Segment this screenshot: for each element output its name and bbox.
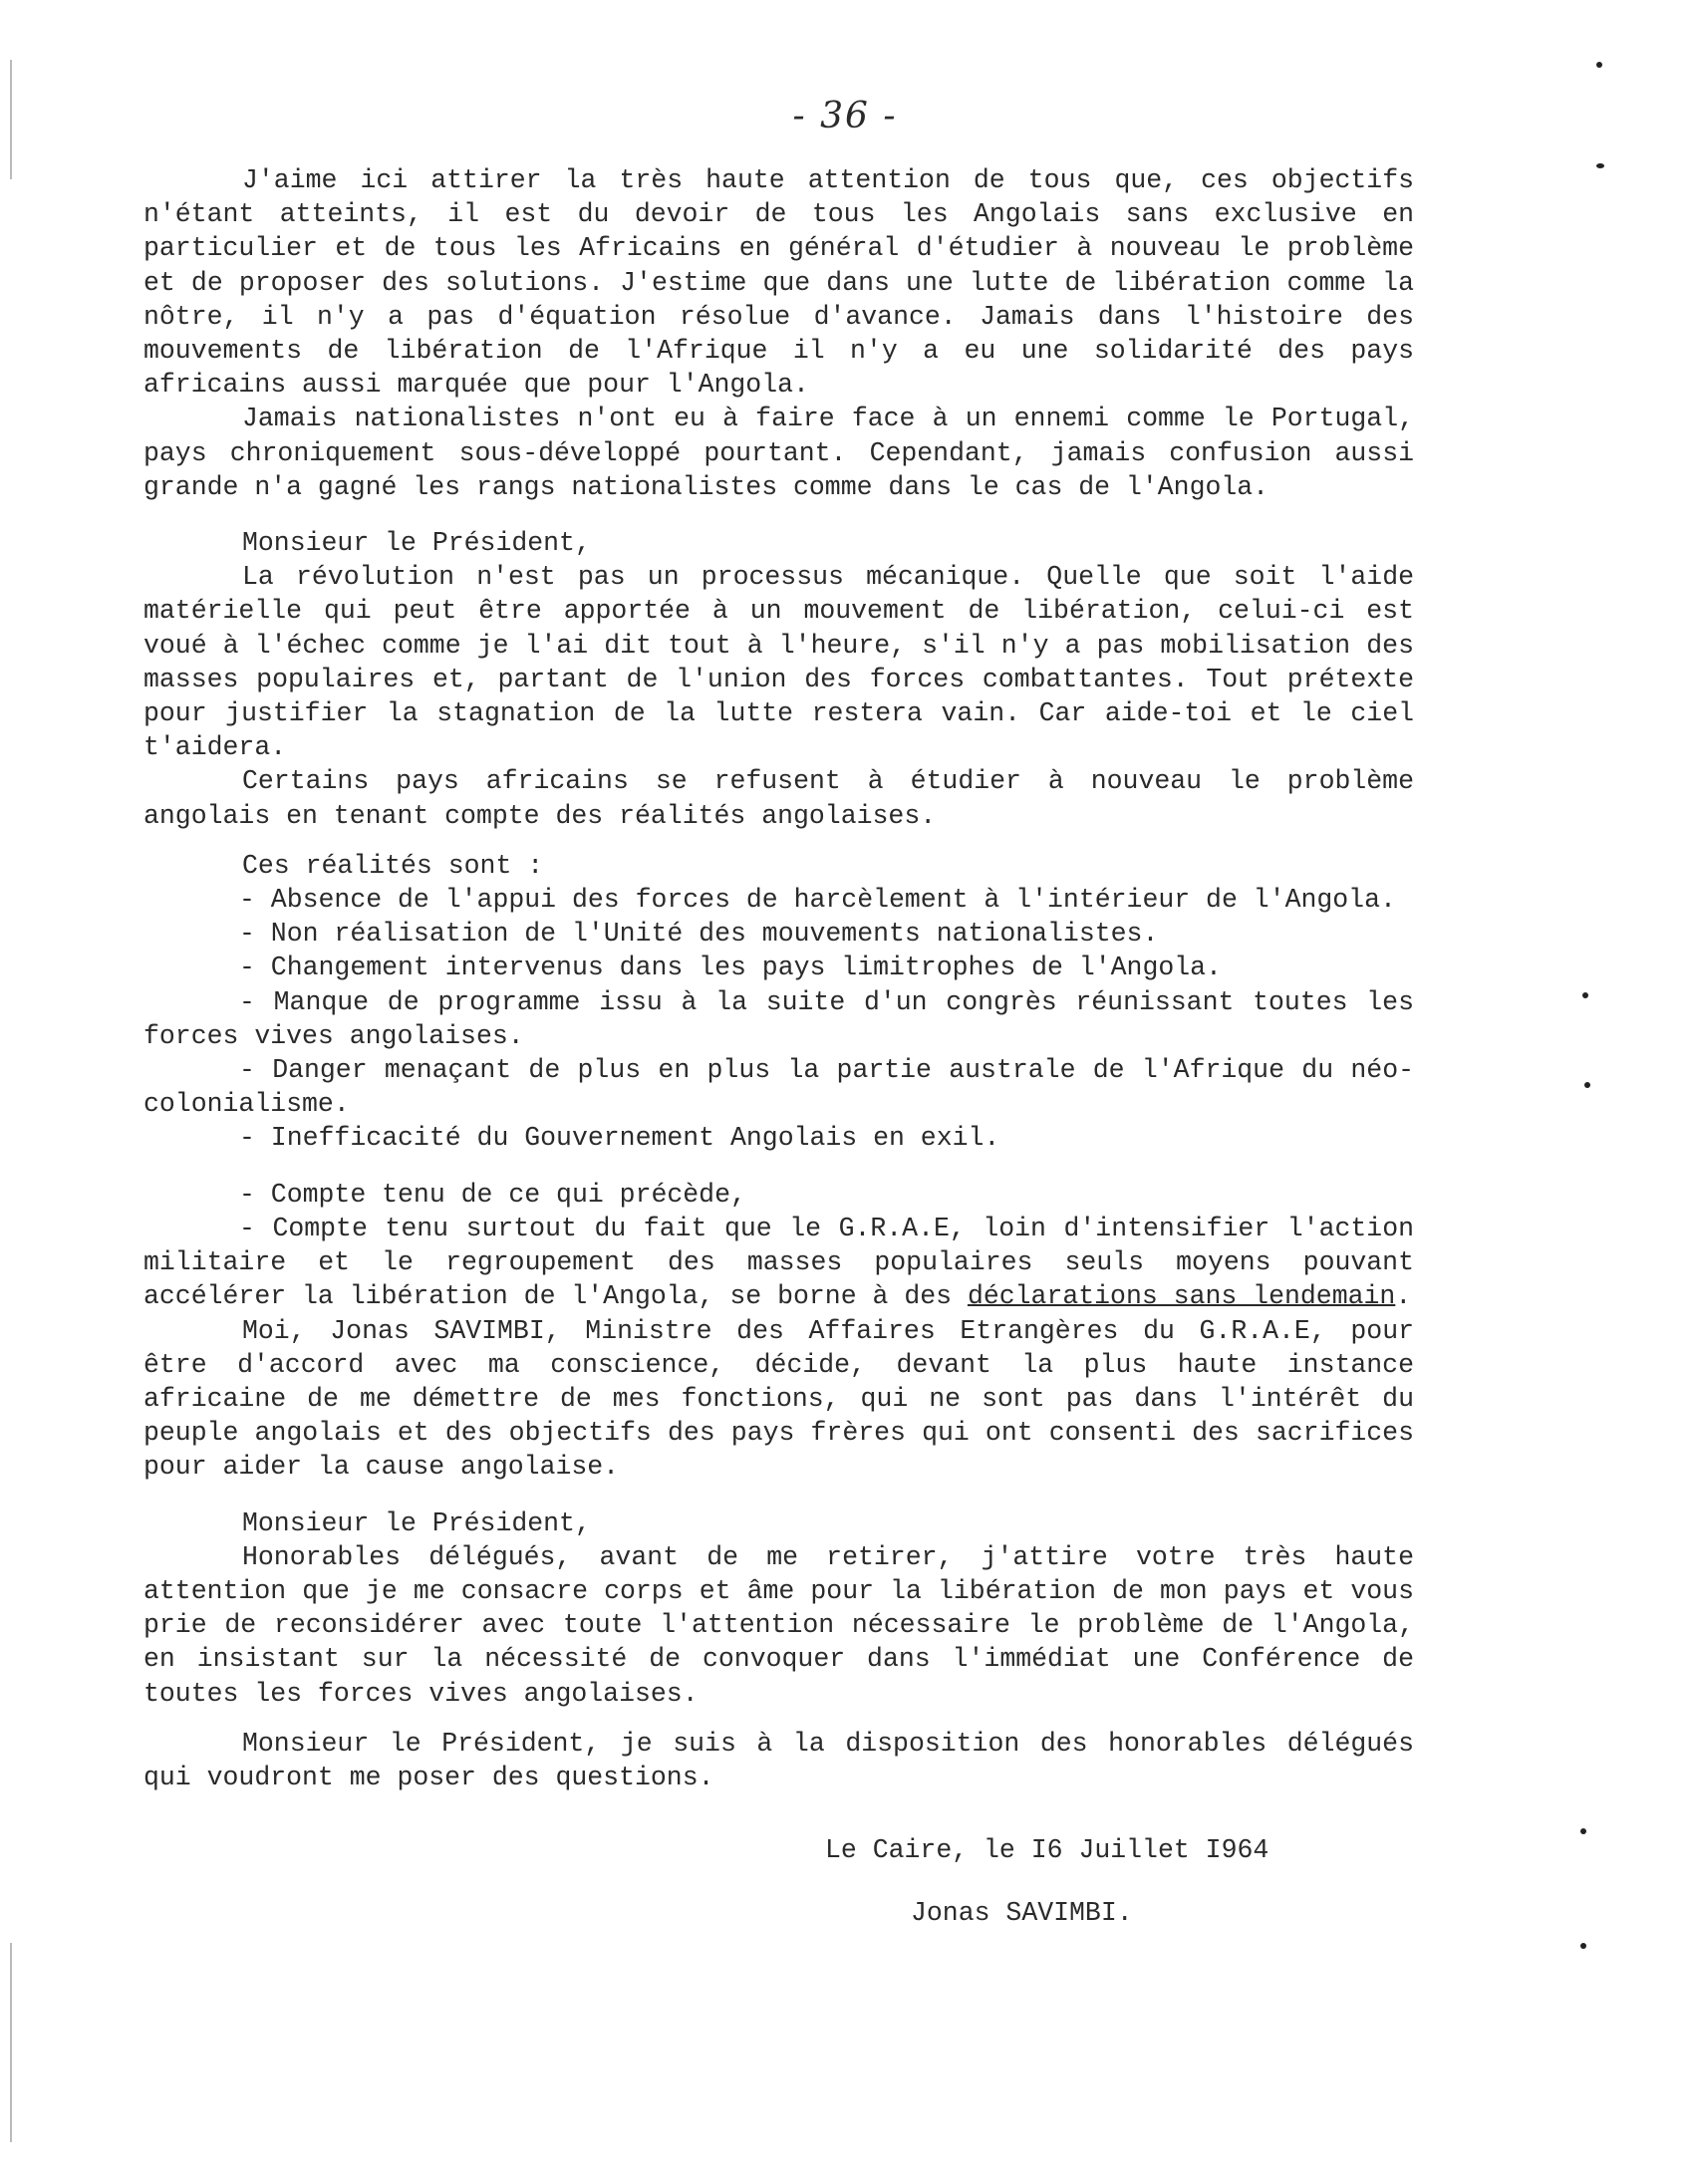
list-item: - Inefficacité du Gouvernement Angolais en exil. <box>239 1123 1000 1154</box>
scan-speck <box>1580 1828 1586 1834</box>
list-item: - Danger menaçant de plus en plus la partie australe de l'Afrique du néo-colonialisme. <box>143 1055 1414 1120</box>
consideration-2-text: - Compte tenu surtout du fait que le G.R.A.E, loin d'intensifier l'action militaire et le regroupement des masses populaires seuls moyens pouvant accélérer la libération de l'Angola, se borne à des <box>143 1213 1414 1312</box>
scan-speck <box>1582 992 1588 998</box>
scan-speck <box>1580 1943 1586 1949</box>
paragraph-delegates: Honorables délégués, avant de me retirer, j'attire votre très haute attention que je me consacre corps et âme pour la libération de mon pays et vous prie de reconsidérer avec toute l'attention nécessaire le problème de l'Angola, en insistant sur la nécessité de convoquer dans l'immédiat une Conférence de toutes les forces vives angolaises. <box>143 1541 1414 1709</box>
salutation-2: Monsieur le Président, <box>242 1507 591 1538</box>
paragraph-intro: J'aime ici attirer la très haute attention de tous que, ces objectifs n'étant atteints, il est du devoir de tous les Angolais sans exclusive en particulier et de tous les Africains en général d'étudier à nouveau le problème et de proposer des solutions. J'estime que dans une lutte de libération comme la nôtre, il n'y a pas d'équation résolue d'avance. Jamais dans l'histoire des mouvements de libération de l'Afrique il n'y a eu une solidarité des pays africains aussi marquée que pour l'Angola. <box>143 165 1414 401</box>
consideration-1: - Compte tenu de ce qui précède, <box>239 1179 746 1210</box>
paragraph-resignation: Moi, Jonas SAVIMBI, Ministre des Affaires Etrangères du G.R.A.E, pour être d'accord avec ma conscience, décide, devant la plus haute instance africaine de me démettre de mes fonctions, qui ne sont pas dans l'intérêt du peuple angolais et des objectifs des pays frères qui ont consenti des sacrifices pour aider la cause angolaise. <box>143 1315 1414 1483</box>
place-date: Le Caire, le I6 Juillet I964 <box>825 1835 1269 1865</box>
list-item: - Changement intervenus dans les pays limitrophes de l'Angola. <box>239 953 1222 983</box>
list-item: - Manque de programme issu à la suite d'un congrès réunissant toutes les forces vives angolaises. <box>143 986 1414 1051</box>
document-body <box>143 163 1414 1794</box>
paragraph-closing: Monsieur le Président, je suis à la disposition des honorables délégués qui voudront me poser des questions. <box>143 1728 1414 1792</box>
underlined-phrase: déclarations sans lendemain <box>967 1281 1396 1312</box>
paragraph-revolution: La révolution n'est pas un processus mécanique. Quelle que soit l'aide matérielle qui peut être apportée à un mouvement de libération, celui-ci est voué à l'échec comme je l'ai dit tout à l'heure, s'il n'y a pas mobilisation des masses populaires et, partant de l'union des forces combattantes. Tout prétexte pour justifier la stagnation de la lutte restera vain. Car aide-toi et le ciel t'aidera. <box>143 562 1414 763</box>
scan-edge-mark <box>10 1943 12 2142</box>
paragraph-portugal: Jamais nationalistes n'ont eu à faire face à un ennemi comme le Portugal, pays chroniquement sous-développé pourtant. Cependant, jamais confusion aussi grande n'a gagné les rangs nationalistes comme dans le cas de l'Angola. <box>143 404 1414 502</box>
list-item: - Absence de l'appui des forces de harcèlement à l'intérieur de l'Angola. <box>239 885 1396 916</box>
list-item: - Non réalisation de l'Unité des mouvements nationalistes. <box>239 919 1159 950</box>
scan-speck <box>1596 163 1604 168</box>
scan-speck <box>1584 1082 1590 1088</box>
scan-speck <box>1596 62 1602 68</box>
paragraph-certain-countries: Certains pays africains se refusent à étudier à nouveau le problème angolais en tenant compte des réalités angolaises. <box>143 766 1414 831</box>
consideration-2 <box>143 1212 1414 1314</box>
signature-name: Jonas SAVIMBI. <box>911 1898 1133 1928</box>
salutation: Monsieur le Président, <box>242 528 591 559</box>
scan-edge-mark <box>10 60 12 179</box>
consideration-2-end: . <box>1395 1281 1412 1312</box>
realities-heading: Ces réalités sont : <box>242 850 544 881</box>
page-number: - 36 - <box>792 96 898 136</box>
